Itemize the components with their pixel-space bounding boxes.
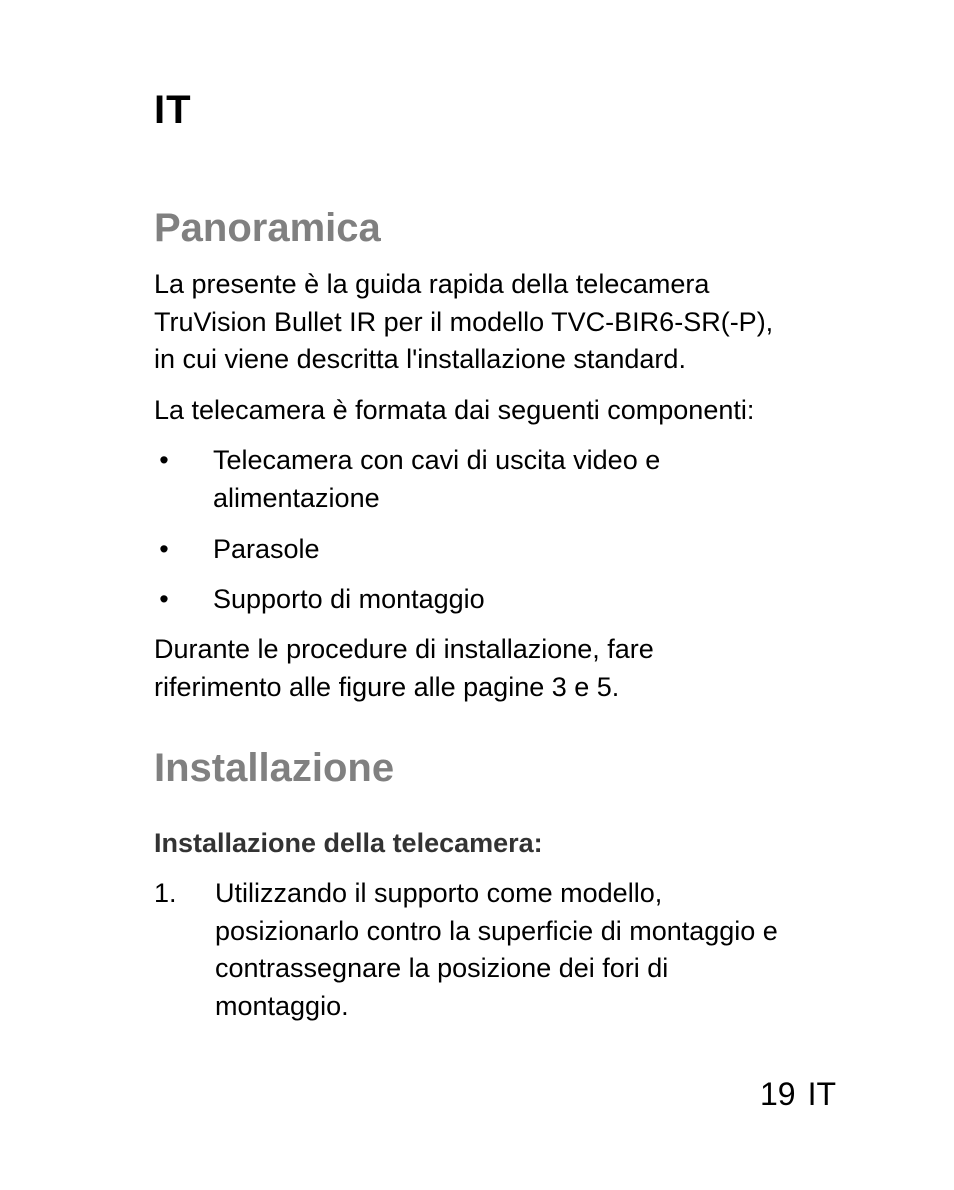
reference-line: Durante le procedure di installazione, fare: [154, 634, 654, 664]
reference-line: riferimento alle figure alle pagine 3 e 5.: [154, 671, 620, 702]
page-number: 19: [759, 1076, 796, 1112]
page-footer: [760, 1074, 836, 1114]
component-text: [213, 581, 853, 619]
step-line: contrassegnare la posizione dei fori di: [215, 953, 669, 983]
bullet-icon: •: [159, 584, 169, 614]
intro-line: La presente è la guida rapida della telecamera: [154, 269, 710, 299]
overview-heading: Panoramica: [154, 206, 381, 250]
component-line: Telecamera con cavi di uscita video e: [213, 445, 661, 475]
step-number: 1.: [154, 878, 177, 908]
bullet-icon: •: [159, 534, 169, 564]
step-line: Utilizzando il supporto come modello,: [215, 878, 663, 908]
intro-line: in cui viene descritta l'installazione standard.: [154, 344, 686, 374]
component-line: Parasole: [213, 534, 320, 564]
component-line: alimentazione: [213, 482, 380, 513]
step-line: posizionarlo contro la superficie di montaggio e: [215, 915, 778, 946]
overview-intro-paragraph: [154, 266, 773, 379]
footer-language: IT: [807, 1076, 836, 1112]
step-text: [215, 875, 855, 1025]
components-intro: La telecamera è formata dai seguenti componenti:: [154, 395, 755, 425]
installation-heading: Installazione: [154, 746, 395, 790]
intro-line: TruVision Bullet IR per il modello TVC-BIR6-SR(-P),: [154, 306, 774, 337]
component-text: [213, 531, 853, 569]
component-line: Supporto di montaggio: [213, 584, 485, 614]
bullet-icon: •: [159, 445, 169, 475]
step-line: montaggio.: [215, 990, 349, 1021]
language-title: IT: [154, 88, 192, 132]
installation-subheading: Installazione della telecamera:: [154, 828, 543, 858]
component-text: [213, 442, 853, 517]
figure-reference-paragraph: [154, 631, 654, 706]
